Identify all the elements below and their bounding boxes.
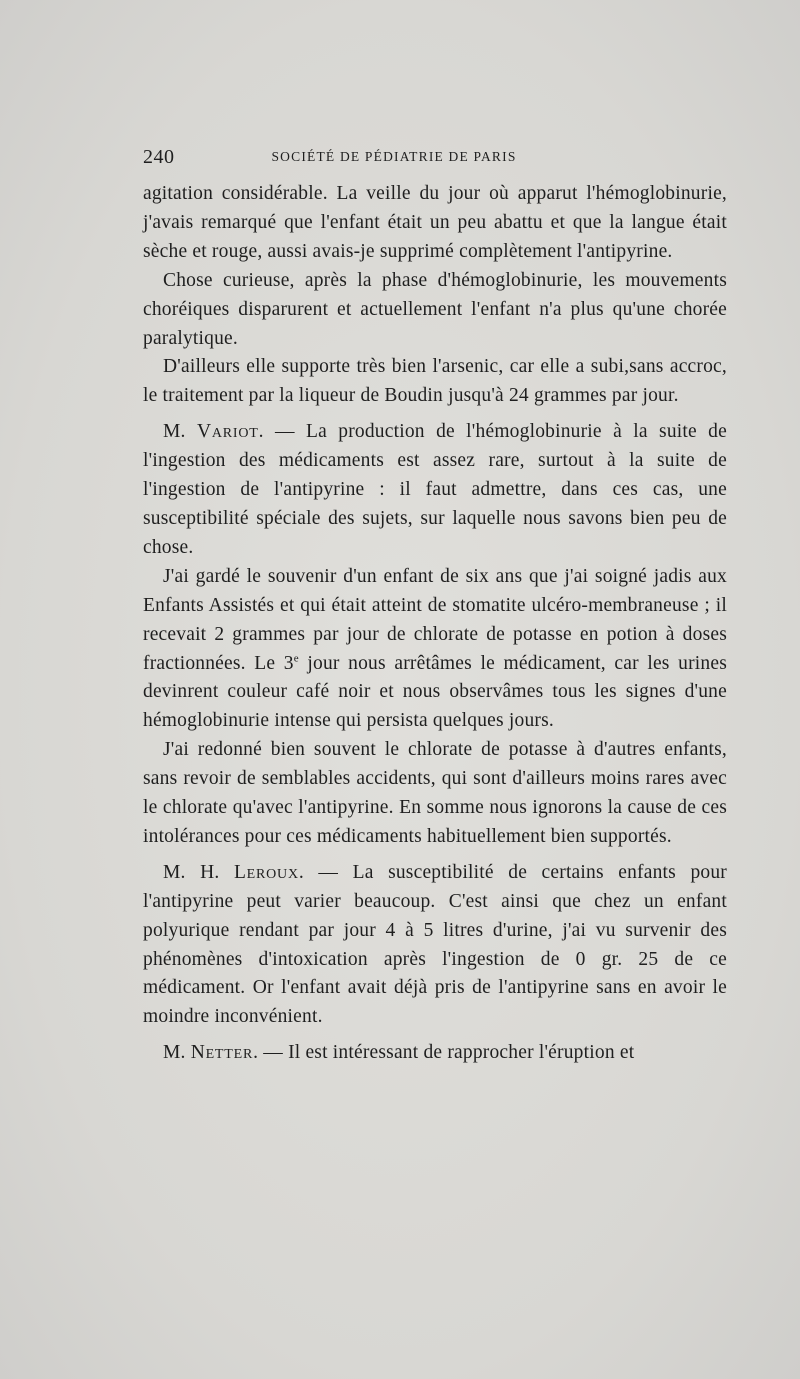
- speaker-name: Netter: [190, 1042, 254, 1064]
- paragraph-text: . — La production de l'hémoglobinurie à la suite de l'ingestion des médicaments est assez rare, surtout à la suite de l'ingestion de l'antipyrine : il faut admettre, dans ces cas, une susceptibilité spéciale des sujets, sur laquelle nous savons bien peu de chose.: [143, 421, 727, 558]
- page-header: [143, 146, 585, 170]
- paragraph-speaker-leroux: [143, 859, 727, 1032]
- paragraph-text: . — La susceptibilité de certains enfants pour l'antipyrine peut varier beaucoup. C'est ainsi que chez un enfant polyurique rendant par jour 4 à 5 litres d'urine, j'ai vu survenir des phénomènes d'intoxication après l'ingestion de 0 gr. 25 de ce médicament. Or l'enfant avait déjà pris de l'antipyrine sans en avoir le moindre inconvénient.: [143, 861, 727, 1028]
- superscript: e: [293, 652, 299, 664]
- paragraph-continuation: [143, 180, 727, 267]
- speaker-prefix: M.: [163, 1042, 191, 1064]
- paragraph-text: agitation considérable. La veille du jour où apparut l'hémoglobinurie, j'avais remarqué que l'enfant était un peu abattu et que la langue était sèche et rouge, aussi avais-je supprimé complètement l'antipyrine.: [143, 183, 727, 262]
- speaker-name: Leroux: [233, 861, 299, 883]
- running-title: SOCIÉTÉ DE PÉDIATRIE DE PARIS: [271, 149, 517, 164]
- body-text: [143, 180, 727, 1068]
- paragraph: [143, 736, 727, 852]
- speaker-prefix: M. H.: [163, 861, 234, 883]
- paragraph-speaker-netter: [143, 1039, 727, 1068]
- paragraph: [143, 353, 727, 411]
- paragraph-speaker-variot: [143, 418, 727, 563]
- paragraph: [143, 563, 727, 736]
- paragraph-text: Chose curieuse, après la phase d'hémoglobinurie, les mouvements choréiques disparurent et actuellement l'enfant n'a plus qu'une chorée paralytique.: [143, 269, 727, 349]
- paragraph-text: D'ailleurs elle supporte très bien l'arsenic, car elle a subi,sans accroc, le traitement par la liqueur de Boudin jusqu'à 24 grammes par jour.: [143, 356, 727, 407]
- paragraph-text: J'ai redonné bien souvent le chlorate de potasse à d'autres enfants, sans revoir de semblables accidents, qui sont d'ailleurs moins rares avec le chlorate qu'avec l'antipyrine. En somme nous ignorons la cause de ces intolérances pour ces médicaments habituellement bien supportés.: [143, 739, 727, 847]
- page-number: 240: [143, 146, 175, 168]
- speaker-prefix: M.: [163, 421, 197, 443]
- paragraph-text-after: jour nous arrêtâmes le médicament, car les urines devinrent couleur café noir et nous observâmes tous les signes d'une hémoglobinurie intense qui persista quelques jours.: [143, 652, 727, 732]
- speaker-name: Variot: [196, 421, 259, 443]
- paragraph-text: J'ai gardé le souvenir d'un enfant de six ans que j'ai soigné jadis aux Enfants Assistés et qui était atteint de stomatite ulcéro-membraneuse ; il recevait 2 grammes par jour de chlorate de potasse en potion à doses fractionnées. Le 3: [143, 565, 727, 674]
- paragraph: [143, 267, 727, 354]
- paragraph-text: . — Il est intéressant de rapprocher l'éruption et: [253, 1042, 635, 1064]
